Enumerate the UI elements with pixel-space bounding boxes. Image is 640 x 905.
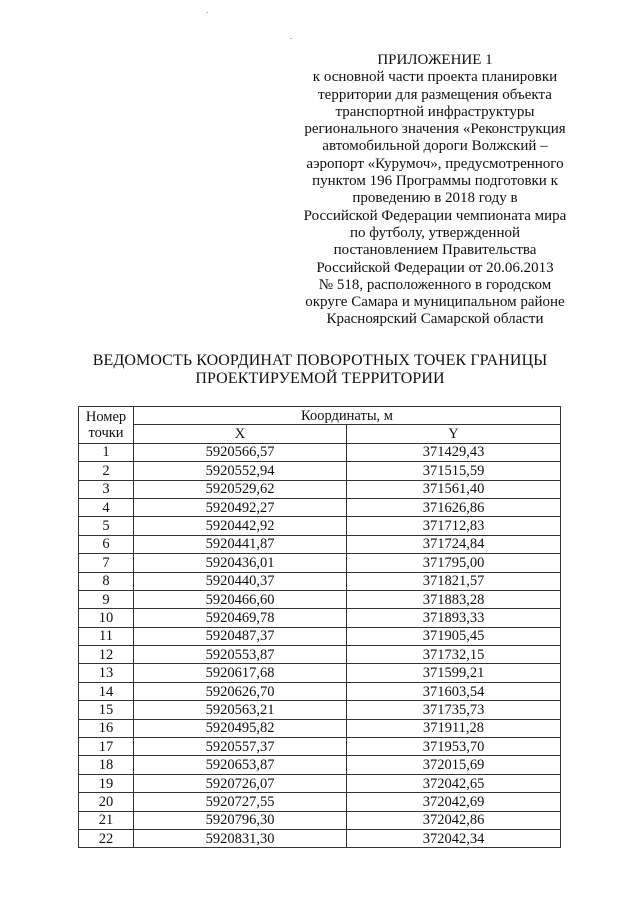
x-column-header: X — [134, 425, 347, 443]
y-column-header: Y — [347, 425, 561, 443]
point-number-cell: 8 — [79, 572, 134, 590]
y-coordinate-cell: 371883,28 — [347, 590, 561, 608]
appendix-line: регионального значения «Реконструкция — [304, 121, 566, 138]
point-number-cell: 13 — [79, 664, 134, 682]
table-row — [79, 609, 561, 627]
table-row — [79, 627, 561, 645]
point-number-cell: 4 — [79, 498, 134, 516]
document-title — [60, 352, 580, 388]
x-coordinate-cell: 5920831,30 — [134, 829, 347, 847]
y-coordinate-cell: 371515,59 — [347, 462, 561, 480]
x-coordinate-cell: 5920796,30 — [134, 811, 347, 829]
table-row — [79, 756, 561, 774]
table-row — [79, 646, 561, 664]
y-coordinate-cell: 371626,86 — [347, 498, 561, 516]
point-number-cell: 17 — [79, 738, 134, 756]
x-coordinate-cell: 5920552,94 — [134, 462, 347, 480]
x-coordinate-cell: 5920442,92 — [134, 517, 347, 535]
appendix-line: округе Самара и муниципальном районе — [305, 294, 565, 311]
y-coordinate-cell: 371821,57 — [347, 572, 561, 590]
y-coordinate-cell: 371603,54 — [347, 682, 561, 700]
point-number-cell: 6 — [79, 535, 134, 553]
x-coordinate-cell: 5920492,27 — [134, 498, 347, 516]
y-coordinate-cell: 371911,28 — [347, 719, 561, 737]
table-row — [79, 682, 561, 700]
appendix-line: автомобильной дороги Волжский – — [322, 138, 548, 155]
table-subheader-row — [79, 425, 561, 443]
y-coordinate-cell: 371724,84 — [347, 535, 561, 553]
point-number-cell: 12 — [79, 646, 134, 664]
appendix-line: Российской Федерации чемпионата мира — [303, 207, 567, 224]
table-row — [79, 701, 561, 719]
x-coordinate-cell: 5920441,87 — [134, 535, 347, 553]
x-coordinate-cell: 5920469,78 — [134, 609, 347, 627]
appendix-line: Красноярский Самарской области — [326, 311, 544, 328]
point-number-header-line-1: Номер — [85, 408, 127, 425]
x-coordinate-cell: 5920436,01 — [134, 554, 347, 572]
y-coordinate-cell: 371732,15 — [347, 646, 561, 664]
point-number-cell: 3 — [79, 480, 134, 498]
appendix-line: ПРИЛОЖЕНИЕ 1 — [377, 52, 493, 68]
y-coordinate-cell: 371953,70 — [347, 738, 561, 756]
y-coordinate-cell: 372042,86 — [347, 811, 561, 829]
table-row — [79, 738, 561, 756]
appendix-line: постановлением Правительства — [333, 242, 537, 259]
coordinates-table — [78, 406, 561, 848]
point-number-cell: 21 — [79, 811, 134, 829]
x-coordinate-cell: 5920487,37 — [134, 627, 347, 645]
y-coordinate-cell: 371735,73 — [347, 701, 561, 719]
appendix-line: аэропорт «Курумоч», предусмотренного — [306, 155, 564, 172]
table-row — [79, 554, 561, 572]
table-row — [79, 811, 561, 829]
point-number-header-line-2: точки — [88, 424, 124, 441]
x-coordinate-cell: 5920466,60 — [134, 590, 347, 608]
point-number-cell: 7 — [79, 554, 134, 572]
y-coordinate-cell: 372042,69 — [347, 793, 561, 811]
appendix-line: проведению в 2018 году в — [352, 190, 518, 207]
table-row — [79, 498, 561, 516]
x-coordinate-cell: 5920529,62 — [134, 480, 347, 498]
appendix-line: пунктом 196 Программы подготовки к — [312, 173, 558, 190]
table-row — [79, 829, 561, 847]
table-row — [79, 793, 561, 811]
table-row — [79, 462, 561, 480]
scan-speck — [206, 12, 208, 13]
table-row — [79, 590, 561, 608]
point-number-cell: 1 — [79, 443, 134, 461]
table-row — [79, 664, 561, 682]
point-number-cell: 20 — [79, 793, 134, 811]
x-coordinate-cell: 5920495,82 — [134, 719, 347, 737]
x-coordinate-cell: 5920440,37 — [134, 572, 347, 590]
y-coordinate-cell: 372042,65 — [347, 774, 561, 792]
table-row — [79, 517, 561, 535]
y-coordinate-cell: 372042,34 — [347, 829, 561, 847]
y-coordinate-cell: 371561,40 — [347, 480, 561, 498]
document-title-line-1: ВЕДОМОСТЬ КООРДИНАТ ПОВОРОТНЫХ ТОЧЕК ГРАНИЦЫ — [92, 352, 548, 369]
point-number-cell: 15 — [79, 701, 134, 719]
appendix-line: транспортной инфраструктуры — [335, 103, 535, 120]
point-number-cell: 18 — [79, 756, 134, 774]
x-coordinate-cell: 5920727,55 — [134, 793, 347, 811]
y-coordinate-cell: 371905,45 — [347, 627, 561, 645]
table-row — [79, 719, 561, 737]
y-coordinate-cell: 372015,69 — [347, 756, 561, 774]
appendix-line: № 518, расположенного в городском — [318, 276, 552, 293]
y-coordinate-cell: 371893,33 — [347, 609, 561, 627]
table-row — [79, 443, 561, 461]
y-coordinate-cell: 371795,00 — [347, 554, 561, 572]
appendix-line: территории для размещения объекта — [318, 86, 552, 103]
coordinates-header: Координаты, м — [134, 407, 561, 425]
x-coordinate-cell: 5920563,21 — [134, 701, 347, 719]
point-number-cell: 19 — [79, 774, 134, 792]
table-row — [79, 774, 561, 792]
point-number-cell: 16 — [79, 719, 134, 737]
x-coordinate-cell: 5920653,87 — [134, 756, 347, 774]
point-number-cell: 5 — [79, 517, 134, 535]
table-row — [79, 535, 561, 553]
point-number-cell: 11 — [79, 627, 134, 645]
x-coordinate-cell: 5920617,68 — [134, 664, 347, 682]
scan-speck — [290, 38, 292, 39]
point-number-cell: 22 — [79, 829, 134, 847]
appendix-line: к основной части проекта планировки — [312, 69, 558, 86]
document-title-line-2: ПРОЕКТИРУЕМОЙ ТЕРРИТОРИИ — [195, 370, 445, 387]
appendix-line: по футболу, утвержденной — [349, 224, 521, 241]
appendix-note — [290, 52, 580, 329]
table-row — [79, 480, 561, 498]
point-number-cell: 14 — [79, 682, 134, 700]
point-number-cell: 10 — [79, 609, 134, 627]
point-number-header — [79, 407, 134, 444]
table-row — [79, 572, 561, 590]
x-coordinate-cell: 5920557,37 — [134, 738, 347, 756]
table-header-row — [79, 407, 561, 425]
x-coordinate-cell: 5920566,57 — [134, 443, 347, 461]
y-coordinate-cell: 371429,43 — [347, 443, 561, 461]
x-coordinate-cell: 5920626,70 — [134, 682, 347, 700]
y-coordinate-cell: 371599,21 — [347, 664, 561, 682]
x-coordinate-cell: 5920553,87 — [134, 646, 347, 664]
point-number-cell: 2 — [79, 462, 134, 480]
x-coordinate-cell: 5920726,07 — [134, 774, 347, 792]
appendix-line: Российской Федерации от 20.06.2013 — [316, 259, 554, 276]
y-coordinate-cell: 371712,83 — [347, 517, 561, 535]
point-number-cell: 9 — [79, 590, 134, 608]
